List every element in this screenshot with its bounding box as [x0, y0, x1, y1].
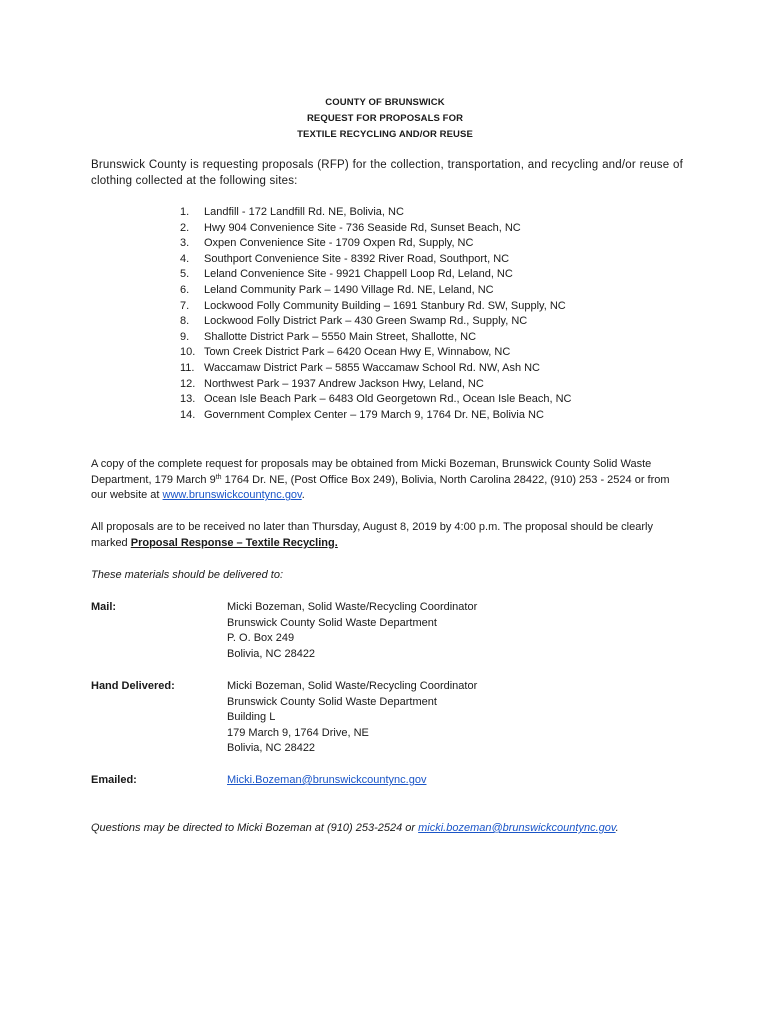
site-text: Hwy 904 Convenience Site - 736 Seaside Rd, Sunset Beach, NC — [204, 221, 521, 234]
list-number: 14. — [180, 408, 196, 421]
list-number: 11. — [180, 361, 195, 374]
address-line: 179 March 9, 1764 Drive, NE — [227, 726, 369, 739]
list-number: 2. — [180, 221, 190, 234]
deadline-text: All proposals are to be received no later than Thursday, August 8, 2019 by 4:00 p.m. The proposal should be clearly marked — [91, 521, 653, 549]
site-text: Lockwood Folly Community Building – 1691 Stanbury Rd. SW, Supply, NC — [204, 299, 566, 312]
site-text: Southport Convenience Site - 8392 River Road, Southport, NC — [204, 252, 510, 265]
site-text: Oxpen Convenience Site - 1709 Oxpen Rd, Supply, NC — [204, 237, 474, 250]
address-line: Bolivia, NC 28422 — [227, 647, 316, 660]
list-number: 8. — [180, 315, 190, 328]
list-number: 1. — [180, 206, 190, 218]
copy-text-end: . — [301, 489, 305, 502]
site-text: Northwest Park – 1937 Andrew Jackson Hwy, Leland, NC — [204, 377, 484, 390]
address-line: Micki Bozeman, Solid Waste/Recycling Coordinator — [227, 601, 478, 613]
site-text: Leland Convenience Site - 9921 Chappell Loop Rd, Leland, NC — [204, 268, 513, 281]
list-number: 7. — [180, 299, 190, 312]
copy-paragraph — [91, 457, 683, 504]
site-text: Lockwood Folly District Park – 430 Green Swamp Rd., Supply, NC — [204, 315, 528, 328]
list-number: 6. — [180, 283, 190, 296]
address-line: Brunswick County Solid Waste Department — [227, 616, 437, 629]
hand-delivered-label: Hand Delivered: — [91, 680, 175, 692]
header-county: COUNTY OF BRUNSWICK — [325, 97, 445, 108]
site-text: Shallotte District Park – 5550 Main Street, Shallotte, NC — [204, 330, 477, 343]
list-number: 10. — [180, 346, 196, 359]
delivery-note: These materials should be delivered to: — [91, 569, 283, 581]
list-number: 5. — [180, 268, 190, 281]
site-text: Government Complex Center – 179 March 9, 1764 Dr. NE, Bolivia NC — [204, 408, 544, 421]
list-number: 3. — [180, 237, 190, 250]
address-line: Micki Bozeman, Solid Waste/Recycling Coordinator — [227, 680, 478, 692]
hand-delivered-address — [227, 679, 477, 757]
questions-paragraph — [91, 821, 683, 837]
header-rfp: REQUEST FOR PROPOSALS FOR — [306, 113, 464, 124]
header-topic: TEXTILE RECYCLING AND/OR REUSE — [297, 129, 473, 140]
address-line: P. O. Box 249 — [227, 632, 295, 645]
address-line: Building L — [227, 711, 276, 724]
list-number: 9. — [180, 330, 190, 343]
list-number: 12. — [180, 377, 196, 390]
site-text: Leland Community Park – 1490 Village Rd. NE, Leland, NC — [204, 283, 494, 296]
site-text: Ocean Isle Beach Park – 6483 Old Georgetown Rd., Ocean Isle Beach, NC — [204, 393, 572, 406]
address-line: Bolivia, NC 28422 — [227, 742, 316, 755]
deadline-paragraph — [91, 520, 683, 551]
ordinal-superscript: th — [215, 473, 222, 481]
copy-text-2: 1764 Dr. NE, (Post Office Box 249), Bolivia, North Carolina 28422, (910) 253 - 2524 or from our website at — [91, 473, 670, 502]
questions-email-link[interactable]: micki.bozeman@brunswickcountync.gov — [418, 822, 616, 834]
questions-end: . — [615, 822, 619, 834]
email-address-block — [227, 773, 426, 789]
mail-label: Mail: — [91, 601, 117, 613]
mail-address — [227, 600, 477, 662]
site-text: Landfill - 172 Landfill Rd. NE, Bolivia, NC — [204, 206, 404, 218]
copy-text-1: A copy of the complete request for proposals may be obtained from Micki Bozeman, Brunswick County Solid Waste Department, 179 March 9 — [91, 458, 652, 486]
intro-paragraph: Brunswick County is requesting proposals (RFP) for the collection, transportation, and recycling and/or reuse of clothing collected at the following sites: — [91, 159, 683, 187]
proposal-marking: Proposal Response – Textile Recycling. — [130, 536, 338, 549]
site-text: Waccamaw District Park – 5855 Waccamaw School Rd. NW, Ash NC — [204, 361, 541, 374]
list-number: 13. — [180, 393, 196, 406]
email-link[interactable]: Micki.Bozeman@brunswickcountync.gov — [227, 774, 427, 786]
list-number: 4. — [180, 252, 190, 265]
emailed-label: Emailed: — [91, 774, 137, 786]
questions-text: Questions may be directed to Micki Bozeman at (910) 253-2524 or — [91, 822, 419, 834]
address-line: Brunswick County Solid Waste Department — [227, 695, 437, 708]
site-text: Town Creek District Park – 6420 Ocean Hwy E, Winnabow, NC — [204, 346, 511, 359]
website-link[interactable]: www.brunswickcountync.gov — [162, 489, 302, 502]
